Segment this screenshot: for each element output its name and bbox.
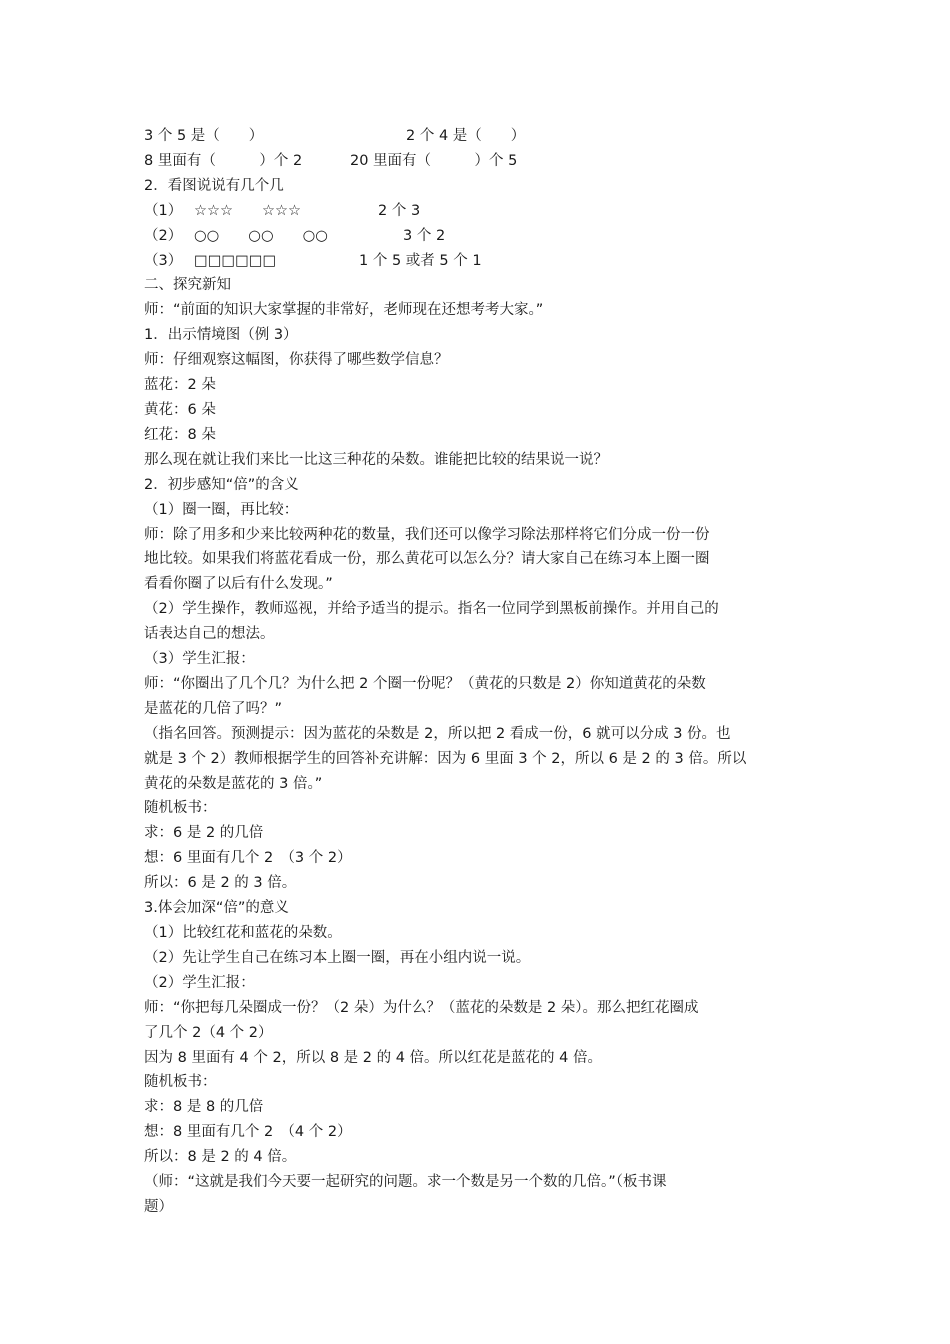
text-line: 求：6 是 2 的几倍 [144, 825, 264, 842]
item-answer: 3 个 2 [403, 227, 446, 244]
item-answer: 2 个 3 [378, 202, 421, 219]
review-question: 2 个 4 是（ ） [406, 128, 526, 144]
look-item [144, 249, 809, 274]
text-line: 随机板书： [144, 800, 217, 817]
text-line: （1）圈一圈，再比较： [144, 501, 299, 518]
text-line: 了几个 2（4 个 2） [144, 1024, 273, 1041]
text-line: 就是 3 个 2）教师根据学生的回答补充讲解：因为 6 里面 3 个 2，所以 6 是 2 的 3 倍。所以 [144, 750, 747, 767]
text-line: 红花：8 朵 [144, 426, 216, 443]
review-row-2 [144, 149, 809, 174]
review-question: 20 里面有（ ）个 5 [350, 152, 518, 169]
text-line: 想：8 里面有几个 2 （4 个 2） [144, 1124, 352, 1141]
text-line: （2）学生汇报： [144, 974, 255, 991]
text-line: 师：“你把每几朵圈成一份？（2 朵）为什么？（蓝花的朵数是 2 朵）。那么把红花圈成 [144, 999, 699, 1016]
review-question: 8 里面有（ ）个 2 [144, 152, 303, 169]
text-line: 黄花的朵数是蓝花的 3 倍。” [144, 775, 323, 792]
text-line: 所以：6 是 2 的 3 倍。 [144, 875, 297, 892]
text-line: 那么现在就让我们来比一比这三种花的朵数。谁能把比较的结果说一说？ [144, 451, 608, 468]
text-line: 看看你圈了以后有什么发现。” [144, 576, 333, 593]
text-line: （指名回答。预测提示：因为蓝花的朵数是 2，所以把 2 看成一份，6 就可以分成 3 份。也 [144, 725, 731, 742]
item-label: （1） [144, 202, 183, 219]
look-item [144, 224, 809, 249]
text-line: 3.体会加深“倍”的意义 [144, 900, 289, 917]
circle-shapes: ○○ ○○ ○○ [194, 227, 328, 244]
text-line: 1．出示情境图（例 3） [144, 327, 298, 344]
review-question: 3 个 5 是（ ） [144, 128, 264, 144]
text-line: 随机板书： [144, 1074, 217, 1091]
text-line: （2）先让学生自己在练习本上圈一圈，再在小组内说一说。 [144, 949, 531, 966]
text-line: （师：“这就是我们今天要一起研究的问题。求一个数是另一个数的几倍。”（板书课 [144, 1174, 667, 1191]
review-row-1 [144, 124, 809, 149]
text-line: （2）学生操作，教师巡视，并给予适当的提示。指名一位同学到黑板前操作。并用自己的 [144, 601, 719, 618]
text-line: 蓝花：2 朵 [144, 377, 216, 394]
square-shapes: □□□□□□ [194, 252, 277, 269]
body-text [144, 273, 809, 1219]
text-line: 师：“你圈出了几个几？为什么把 2 个圈一份呢？（黄花的只数是 2）你知道黄花的朵数 [144, 675, 706, 692]
text-line: 师：仔细观察这幅图，你获得了哪些数学信息？ [144, 352, 449, 369]
text-line: 因为 8 里面有 4 个 2，所以 8 是 2 的 4 倍。所以红花是蓝花的 4 倍。 [144, 1049, 602, 1066]
text-line: 求：8 是 8 的几倍 [144, 1099, 264, 1116]
document-page [144, 124, 809, 1220]
section-heading: 2．看图说说有几个几 [144, 177, 284, 194]
item-label: （3） [144, 252, 183, 269]
text-line: 师：除了用多和少来比较两种花的数量，我们还可以像学习除法那样将它们分成一份一份 [144, 526, 710, 543]
text-line: 是蓝花的几倍了吗？” [144, 700, 283, 717]
text-line: 二、探究新知 [144, 277, 231, 294]
text-line: （1）比较红花和蓝花的朵数。 [144, 925, 342, 941]
text-line: 题） [144, 1198, 173, 1215]
text-line: 想：6 里面有几个 2 （3 个 2） [144, 850, 352, 867]
text-line: 师：“前面的知识大家掌握的非常好，老师现在还想考考大家。” [144, 302, 544, 319]
item-label: （2） [144, 227, 183, 244]
text-line: 2．初步感知“倍”的含义 [144, 476, 299, 493]
text-line: （3）学生汇报： [144, 651, 255, 668]
item-answer: 1 个 5 或者 5 个 1 [359, 252, 482, 269]
text-line: 地比较。如果我们将蓝花看成一份，那么黄花可以怎么分？请大家自己在练习本上圈一圈 [144, 551, 710, 568]
text-line: 所以：8 是 2 的 4 倍。 [144, 1149, 297, 1166]
text-line: 黄花：6 朵 [144, 401, 216, 418]
look-item [144, 199, 809, 224]
star-shapes: ☆☆☆ ☆☆☆ [194, 202, 301, 219]
text-line: 话表达自己的想法。 [144, 626, 275, 643]
